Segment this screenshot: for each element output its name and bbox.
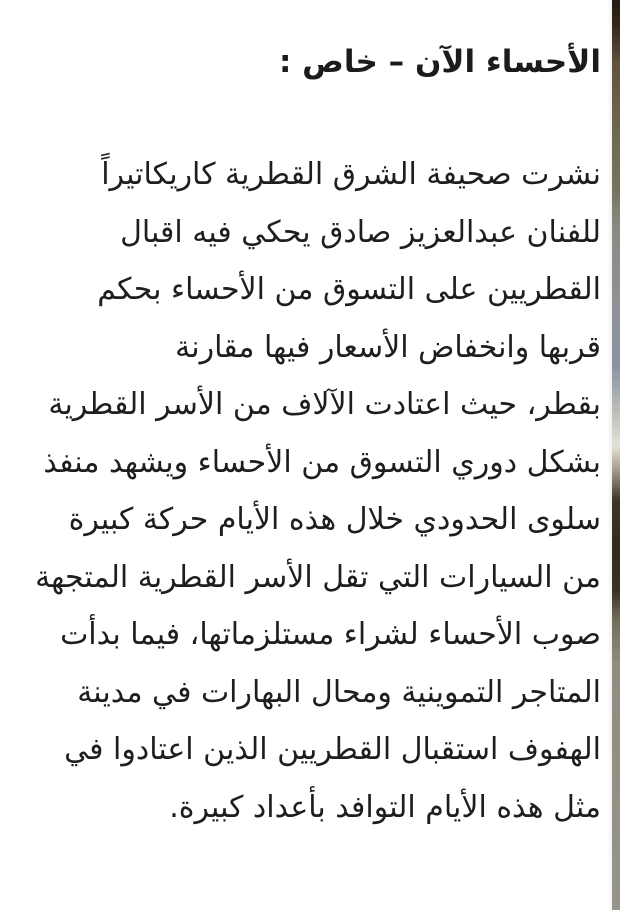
body-line: صوب الأحساء لشراء مستلزماتها، فيما بدأت <box>60 617 601 652</box>
body-line: نشرت صحيفة الشرق القطرية كاريكاتيراً <box>101 157 601 192</box>
photo-edge-strip <box>612 0 620 910</box>
article-source-header: الأحساء الآن – خاص : <box>278 44 601 80</box>
body-line: للفنان عبدالعزيز صادق يحكي فيه اقبال <box>120 214 601 250</box>
body-line: من السيارات التي تقل الأسر القطرية المتجهة <box>35 559 601 595</box>
body-line: الهفوف استقبال القطريين الذين اعتادوا في <box>64 732 601 767</box>
body-line: سلوى الحدودي خلال هذه الأيام حركة كبيرة <box>68 502 601 537</box>
body-line: المتاجر التموينية ومحال البهارات في مدينة <box>77 674 601 710</box>
body-line: مثل هذه الأيام التوافد بأعداد كبيرة. <box>169 789 601 825</box>
body-line: بشكل دوري التسوق من الأحساء ويشهد منفذ <box>43 444 601 480</box>
article-body <box>35 146 601 836</box>
body-line: بقطر، حيث اعتادت الآلاف من الأسر القطرية <box>48 387 601 422</box>
body-line: قربها وانخفاض الأسعار فيها مقارنة <box>175 329 601 365</box>
body-line: القطريين على التسوق من الأحساء بحكم <box>97 272 601 307</box>
